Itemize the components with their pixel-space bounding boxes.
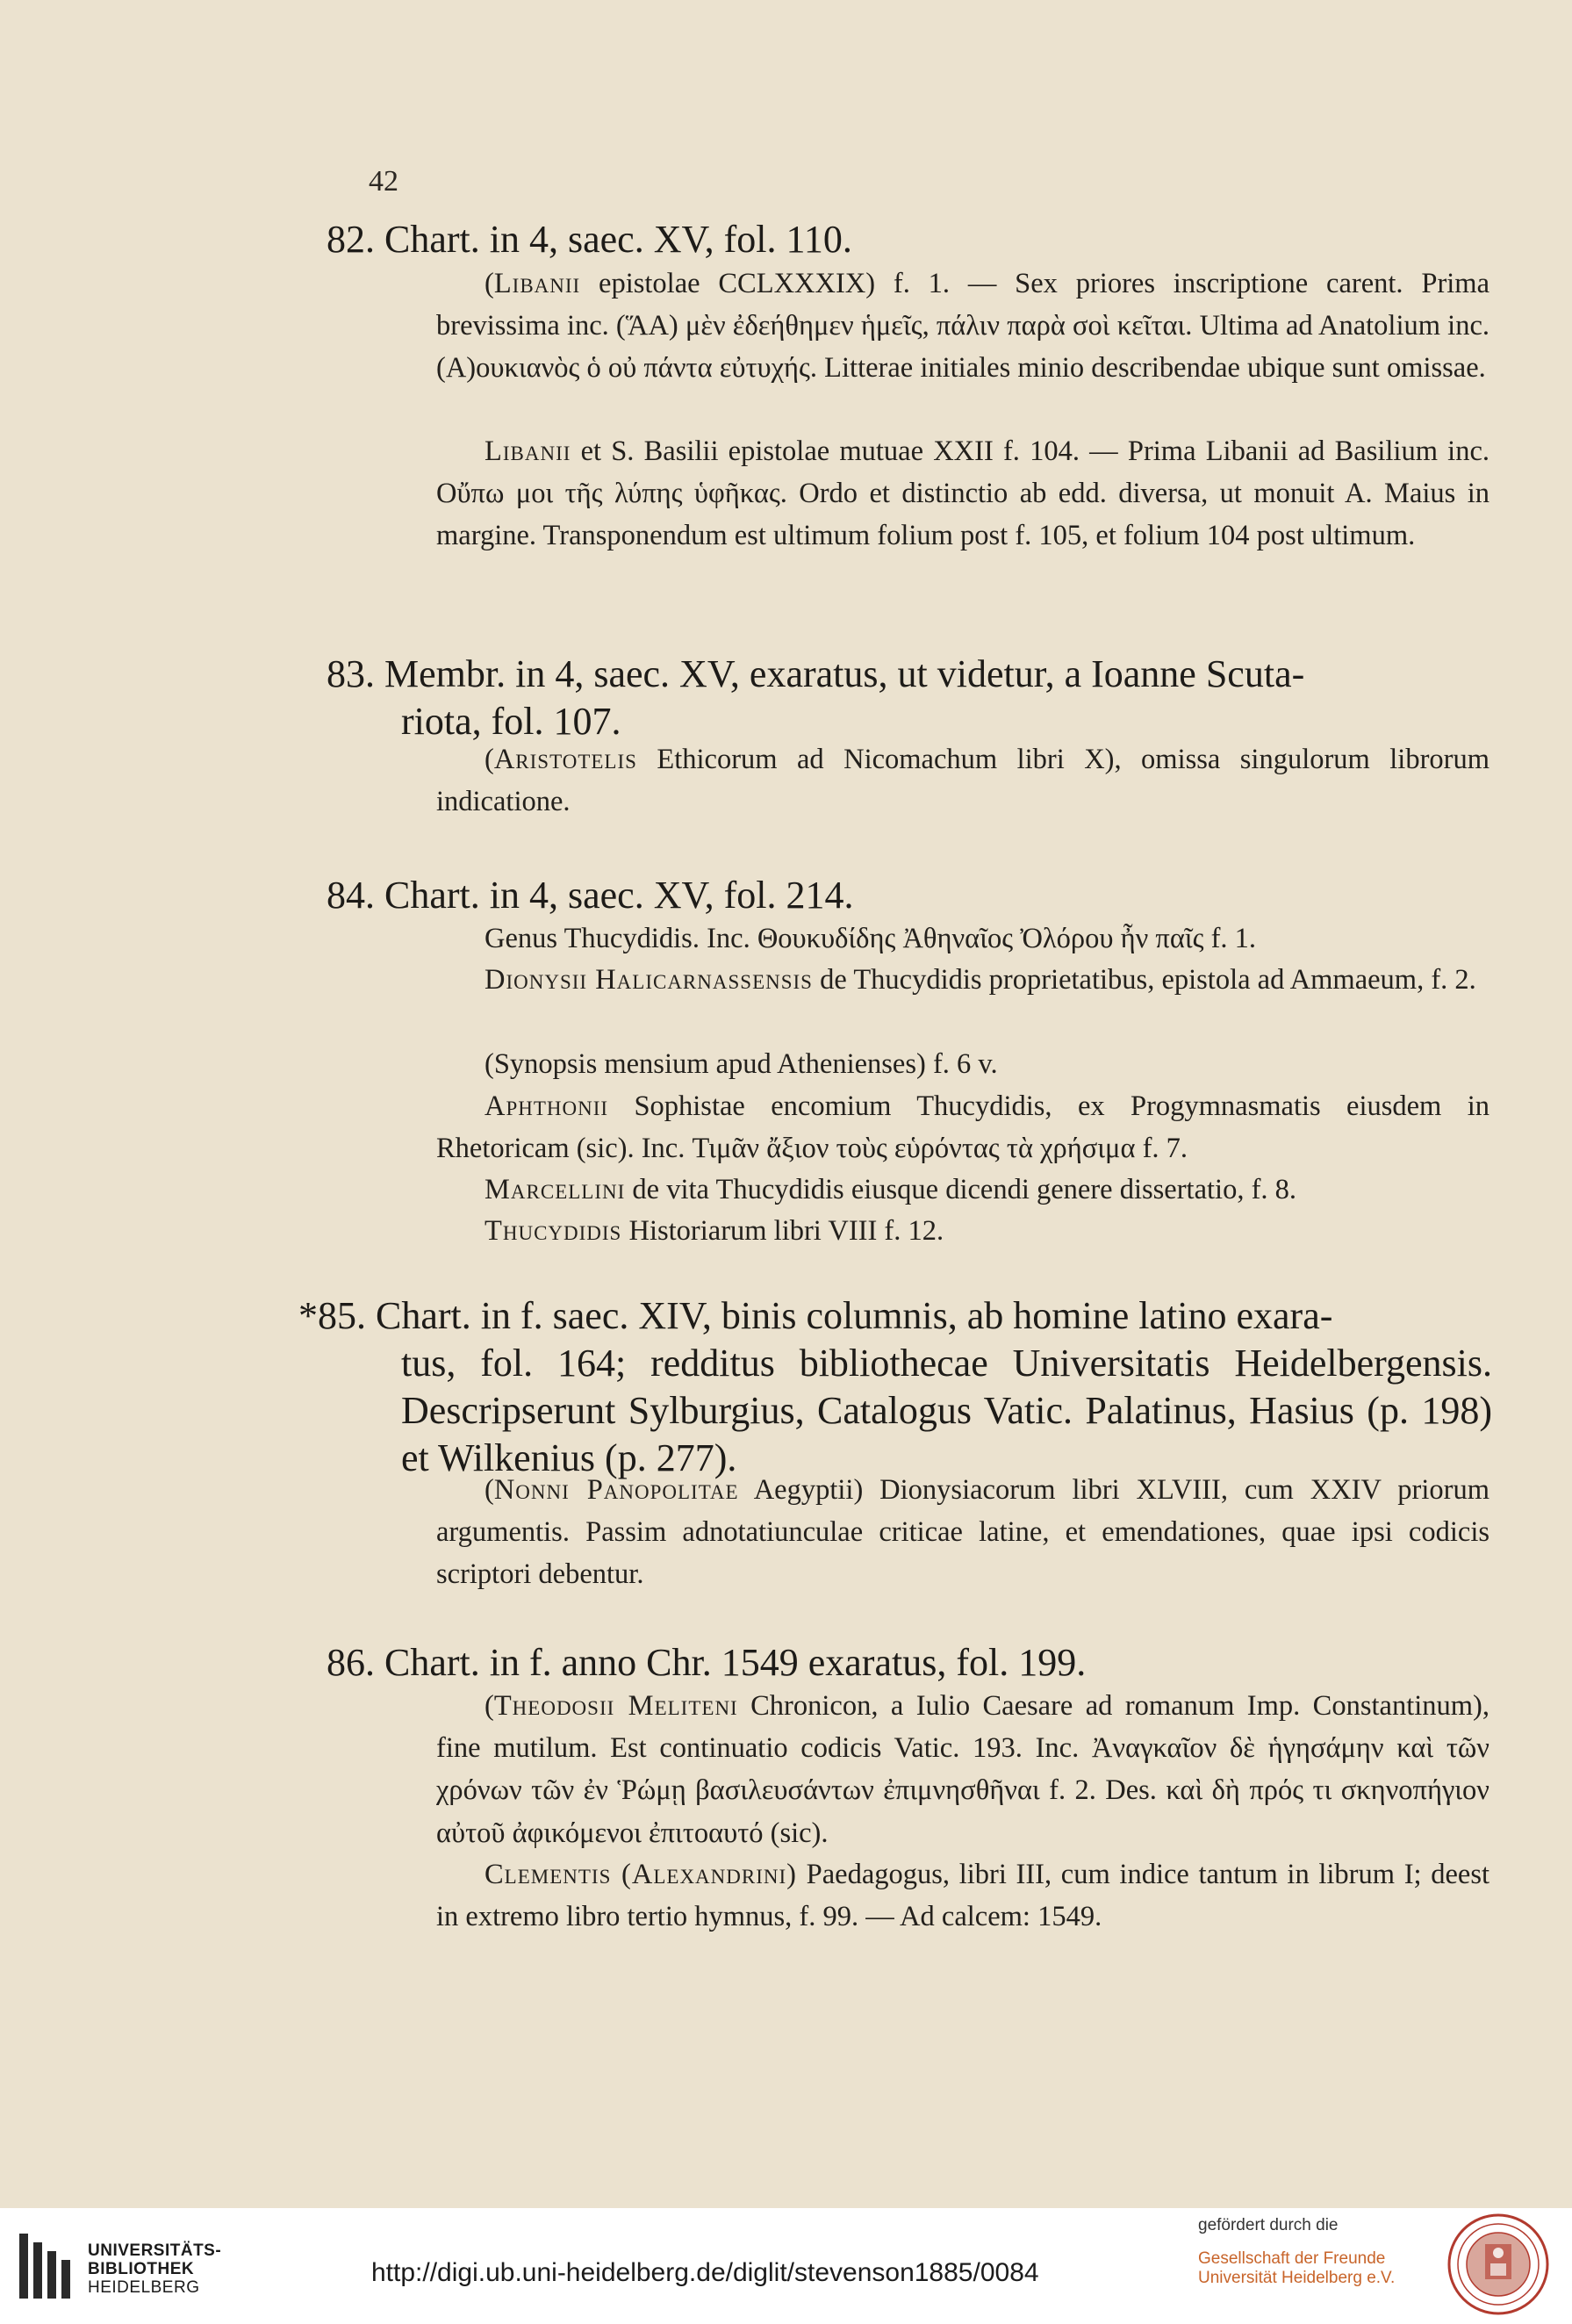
- entry-84-paragraph-1: Genus Thucydidis. Inc. Θουκυδίδης Ἀθηναῖος Ὀλόρου ἦν παῖς f. 1.: [485, 923, 1257, 954]
- entry-84-paragraph-3: (Synopsis mensium apud Athenienses) f. 6 v.: [485, 1048, 998, 1080]
- university-seal-icon: [1446, 2212, 1550, 2316]
- entry-83-heading: 83. Membr. in 4, saec. XV, exaratus, ut videtur, a Ioanne Scuta- riota, fol. 107.: [327, 652, 1305, 743]
- page-number: 42: [369, 165, 398, 198]
- entry-86-paragraph-1: (Theodosii Meliteni Chronicon, a Iulio Caesare ad romanum Imp. Constantinum), fine mutilum. Est continuatio codicis Vatic. 193. Inc. Ἀναγκαῖον δὲ ἡγησάμην καὶ τῶν χρόνων τῶν ἐν Ῥώμῃ βασιλευσάντων ἐπιμνησθῆναι f. 2. Des. καὶ δὴ πρός τι σκηνοπήγιον αὐτοῦ ἀφικόμενοι ἐπιτοαυτό (sic).: [436, 1690, 1489, 1849]
- society-name: Gesellschaft der Freunde Universität Heidelberg e.V.: [1198, 2249, 1396, 2287]
- entry-84-heading: 84. Chart. in 4, saec. XV, fol. 214.: [327, 874, 854, 917]
- entry-85-heading: *85. Chart. in f. saec. XIV, binis columnis, ab homine latino exara- tus, fol. 164; redditus bibliothecae Universitatis Heidelbergensis. Descripserunt Sylburgius, Catalogus Vatic. Palatinus, Hasius (p. 198) et Wilkenius (p. 277).: [298, 1294, 1492, 1479]
- library-logo-icon: [16, 2230, 72, 2302]
- sponsor-note: gefördert durch die: [1198, 2216, 1339, 2234]
- page-url-link[interactable]: http://digi.ub.uni-heidelberg.de/diglit/stevenson1885/0084: [371, 2258, 1039, 2287]
- entry-82-heading: 82. Chart. in 4, saec. XV, fol. 110.: [327, 218, 852, 261]
- entry-86-paragraph-2: Clementis (Alexandrini) Paedagogus, libri III, cum indice tantum in librum I; deest in extremo libro tertio hymnus, f. 99. — Ad calcem: 1549.: [436, 1859, 1490, 1933]
- library-name: UNIVERSITÄTS- BIBLIOTHEK HEIDELBERG: [88, 2241, 222, 2297]
- entry-86-heading: 86. Chart. in f. anno Chr. 1549 exaratus, fol. 199.: [327, 1641, 1087, 1684]
- entry-84-paragraph-4: Aphthonii Sophistae encomium Thucydidis, ex Progymnasmatis eiusdem in Rhetoricam (sic). Inc. Τιμᾶν ἄξιον τοὺς εὑρόντας τὰ χρήσιμα f. 7.: [436, 1090, 1489, 1165]
- entry-85-paragraph-1: (Nonni Panopolitae Aegyptii) Dionysiacorum libri XLVIII, cum XXIV priorum argumentis. Passim adnotatiunculae criticae latine, et emendationes, quae ipsi codicis scriptori debentur.: [436, 1474, 1490, 1591]
- entry-84-paragraph-5: Marcellini de vita Thucydidis eiusque dicendi genere dissertatio, f. 8.: [485, 1174, 1297, 1205]
- entry-84-paragraph-6: Thucydidis Historiarum libri VIII f. 12.: [485, 1215, 944, 1247]
- entry-83-paragraph-1: (Aristotelis Ethicorum ad Nicomachum libri X), omissa singulorum librorum indicatione.: [436, 744, 1489, 818]
- entry-82-paragraph-2: Libanii et S. Basilii epistolae mutuae XXII f. 104. — Prima Libanii ad Basilium inc. Οὔπω μοι τῆς λύπης ὑφῆκας. Ordo et distinctio ab edd. diversa, ut monuit A. Maius in margine. Transponendum est ultimum folium post f. 105, et folium 104 post ultimum.: [436, 435, 1489, 552]
- entry-84-paragraph-2: Dionysii Halicarnassensis de Thucydidis proprietatibus, epistola ad Ammaeum, f. 2.: [485, 964, 1476, 996]
- entry-82-paragraph-1: (Libanii epistolae CCLXXXIX) f. 1. — Sex priores inscriptione carent. Prima brevissima inc. (ἍA) μὲν ἐδεήθημεν ἡμεῖς, πάλιν παρὰ σοὶ κεῖται. Ultima ad Anatolium inc. (Α)ουκιανὸς ὁ οὐ πάντα εὐτυχής. Litterae initiales minio describendae ubique sunt omissae.: [436, 268, 1489, 385]
